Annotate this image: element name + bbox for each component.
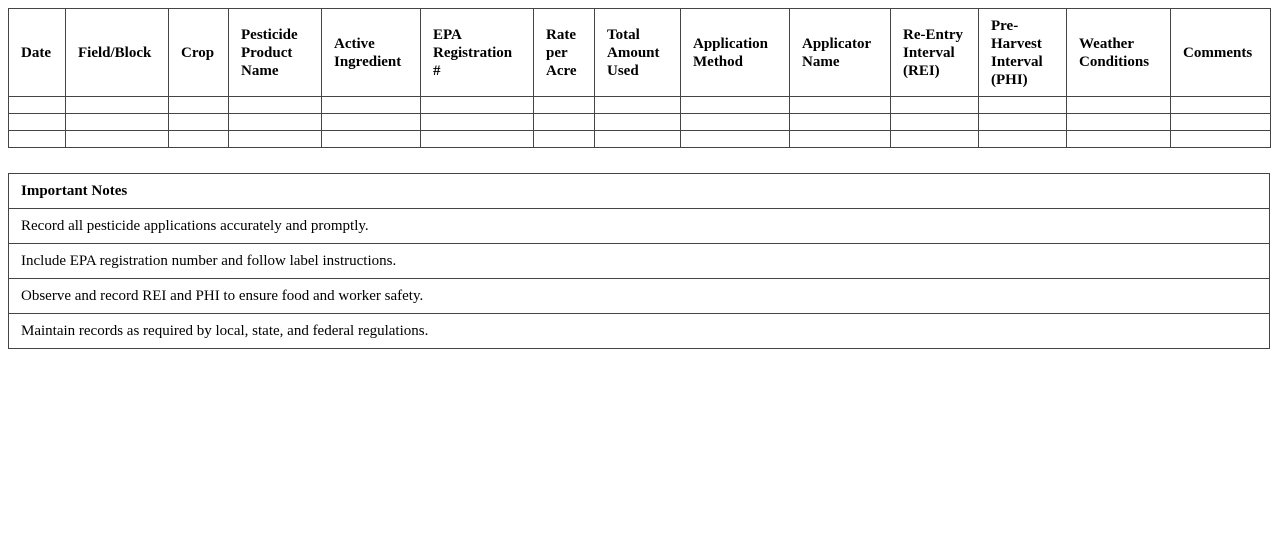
table-cell[interactable]	[9, 114, 66, 131]
column-header: EPA Registration #	[421, 9, 534, 97]
table-cell[interactable]	[979, 97, 1067, 114]
table-cell[interactable]	[681, 97, 790, 114]
table-cell[interactable]	[534, 114, 595, 131]
table-cell[interactable]	[66, 114, 169, 131]
column-header: Pre-Harvest Interval (PHI)	[979, 9, 1067, 97]
table-cell[interactable]	[1171, 131, 1271, 148]
table-row	[9, 97, 1271, 114]
table-cell[interactable]	[169, 131, 229, 148]
table-cell[interactable]	[790, 97, 891, 114]
table-cell[interactable]	[790, 131, 891, 148]
table-cell[interactable]	[9, 97, 66, 114]
table-cell[interactable]	[322, 114, 421, 131]
column-header: Active Ingredient	[322, 9, 421, 97]
table-cell[interactable]	[595, 114, 681, 131]
table-cell[interactable]	[229, 114, 322, 131]
column-header: Pesticide Product Name	[229, 9, 322, 97]
note-item: Maintain records as required by local, state, and federal regulations.	[9, 314, 1270, 349]
table-cell[interactable]	[421, 114, 534, 131]
table-cell[interactable]	[891, 114, 979, 131]
pesticide-log-table	[8, 8, 1271, 148]
column-header: Field/Block	[66, 9, 169, 97]
table-cell[interactable]	[9, 131, 66, 148]
column-header: Date	[9, 9, 66, 97]
table-cell[interactable]	[66, 131, 169, 148]
table-cell[interactable]	[681, 131, 790, 148]
table-cell[interactable]	[169, 97, 229, 114]
column-header: Re-Entry Interval (REI)	[891, 9, 979, 97]
table-cell[interactable]	[1067, 131, 1171, 148]
table-cell[interactable]	[1067, 114, 1171, 131]
table-cell[interactable]	[229, 131, 322, 148]
column-header: Crop	[169, 9, 229, 97]
table-cell[interactable]	[891, 97, 979, 114]
column-header: Applicator Name	[790, 9, 891, 97]
table-cell[interactable]	[169, 114, 229, 131]
table-cell[interactable]	[534, 97, 595, 114]
table-cell[interactable]	[1171, 97, 1271, 114]
column-header: Weather Conditions	[1067, 9, 1171, 97]
header-row	[9, 9, 1271, 97]
table-cell[interactable]	[891, 131, 979, 148]
table-cell[interactable]	[1067, 97, 1171, 114]
table-cell[interactable]	[681, 114, 790, 131]
table-cell[interactable]	[790, 114, 891, 131]
table-cell[interactable]	[979, 131, 1067, 148]
notes-title: Important Notes	[9, 174, 1270, 209]
table-cell[interactable]	[421, 131, 534, 148]
table-cell[interactable]	[1171, 114, 1271, 131]
table-cell[interactable]	[595, 131, 681, 148]
table-cell[interactable]	[322, 131, 421, 148]
table-cell[interactable]	[322, 97, 421, 114]
table-cell[interactable]	[979, 114, 1067, 131]
table-row	[9, 131, 1271, 148]
table-cell[interactable]	[66, 97, 169, 114]
important-notes-table	[8, 173, 1270, 349]
table-cell[interactable]	[595, 97, 681, 114]
table-row	[9, 114, 1271, 131]
column-header: Rate per Acre	[534, 9, 595, 97]
table-cell[interactable]	[229, 97, 322, 114]
note-item: Record all pesticide applications accurately and promptly.	[9, 209, 1270, 244]
column-header: Application Method	[681, 9, 790, 97]
note-item: Observe and record REI and PHI to ensure food and worker safety.	[9, 279, 1270, 314]
column-header: Total Amount Used	[595, 9, 681, 97]
note-item: Include EPA registration number and follow label instructions.	[9, 244, 1270, 279]
table-cell[interactable]	[534, 131, 595, 148]
column-header: Comments	[1171, 9, 1271, 97]
table-cell[interactable]	[421, 97, 534, 114]
